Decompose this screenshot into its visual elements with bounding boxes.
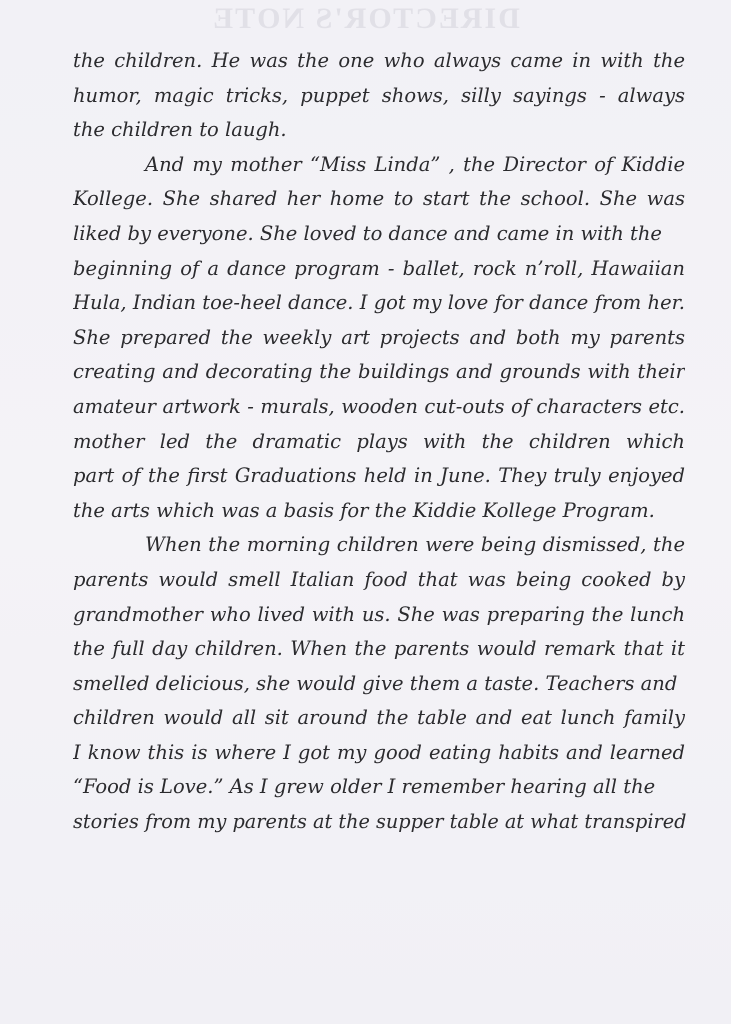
text-line: When the morning children were being dismissed, the [145, 533, 685, 557]
text-line: beginning of a dance program - ballet, rock n’roll, Hawaiian [73, 256, 685, 280]
text-line: Hula, Indian toe-heel dance. I got my love for dance from her. [73, 291, 685, 315]
text-line: the children to laugh. [73, 118, 287, 142]
text-line: grandmother who lived with us. She was preparing the lunch [73, 602, 685, 626]
text-line: stories from my parents at the supper table at what transpired [73, 810, 687, 834]
body-text [73, 44, 685, 840]
text-line: creating and decorating the buildings and grounds with their [73, 360, 685, 384]
text-line: the arts which was a basis for the Kiddie Kollege Program. [73, 498, 655, 522]
text-line: smelled delicious, she would give them a taste. Teachers and [73, 671, 678, 695]
text-line: children would all sit around the table and eat lunch family [73, 706, 685, 730]
text-line: “Food is Love.” As I grew older I remember hearing all the [73, 775, 656, 799]
text-line: amateur artwork - murals, wooden cut-outs of characters etc. [73, 394, 685, 418]
text-line: She prepared the weekly art projects and both my parents [73, 325, 685, 349]
text-line: the children. He was the one who always came in with the [73, 49, 685, 72]
text-line: And my mother “Miss Linda” , the Director of Kiddie [145, 152, 685, 176]
bleed-through-heading: DIRECTOR'S NOTE [211, 2, 520, 35]
text-line: parents would smell Italian food that was being cooked by [73, 567, 685, 591]
text-line: part of the first Graduations held in June. They truly enjoyed [73, 464, 685, 488]
text-line: Kollege. She shared her home to start the school. She was [73, 187, 685, 211]
text-line: liked by everyone. She loved to dance and came in with the [73, 221, 662, 245]
text-line: I know this is where I got my good eating habits and learned [73, 740, 685, 764]
text-line: the full day children. When the parents would remark that it [73, 637, 685, 661]
text-line: humor, magic tricks, puppet shows, silly sayings - always [73, 83, 685, 107]
text-line: mother led the dramatic plays with the children which [73, 429, 685, 453]
